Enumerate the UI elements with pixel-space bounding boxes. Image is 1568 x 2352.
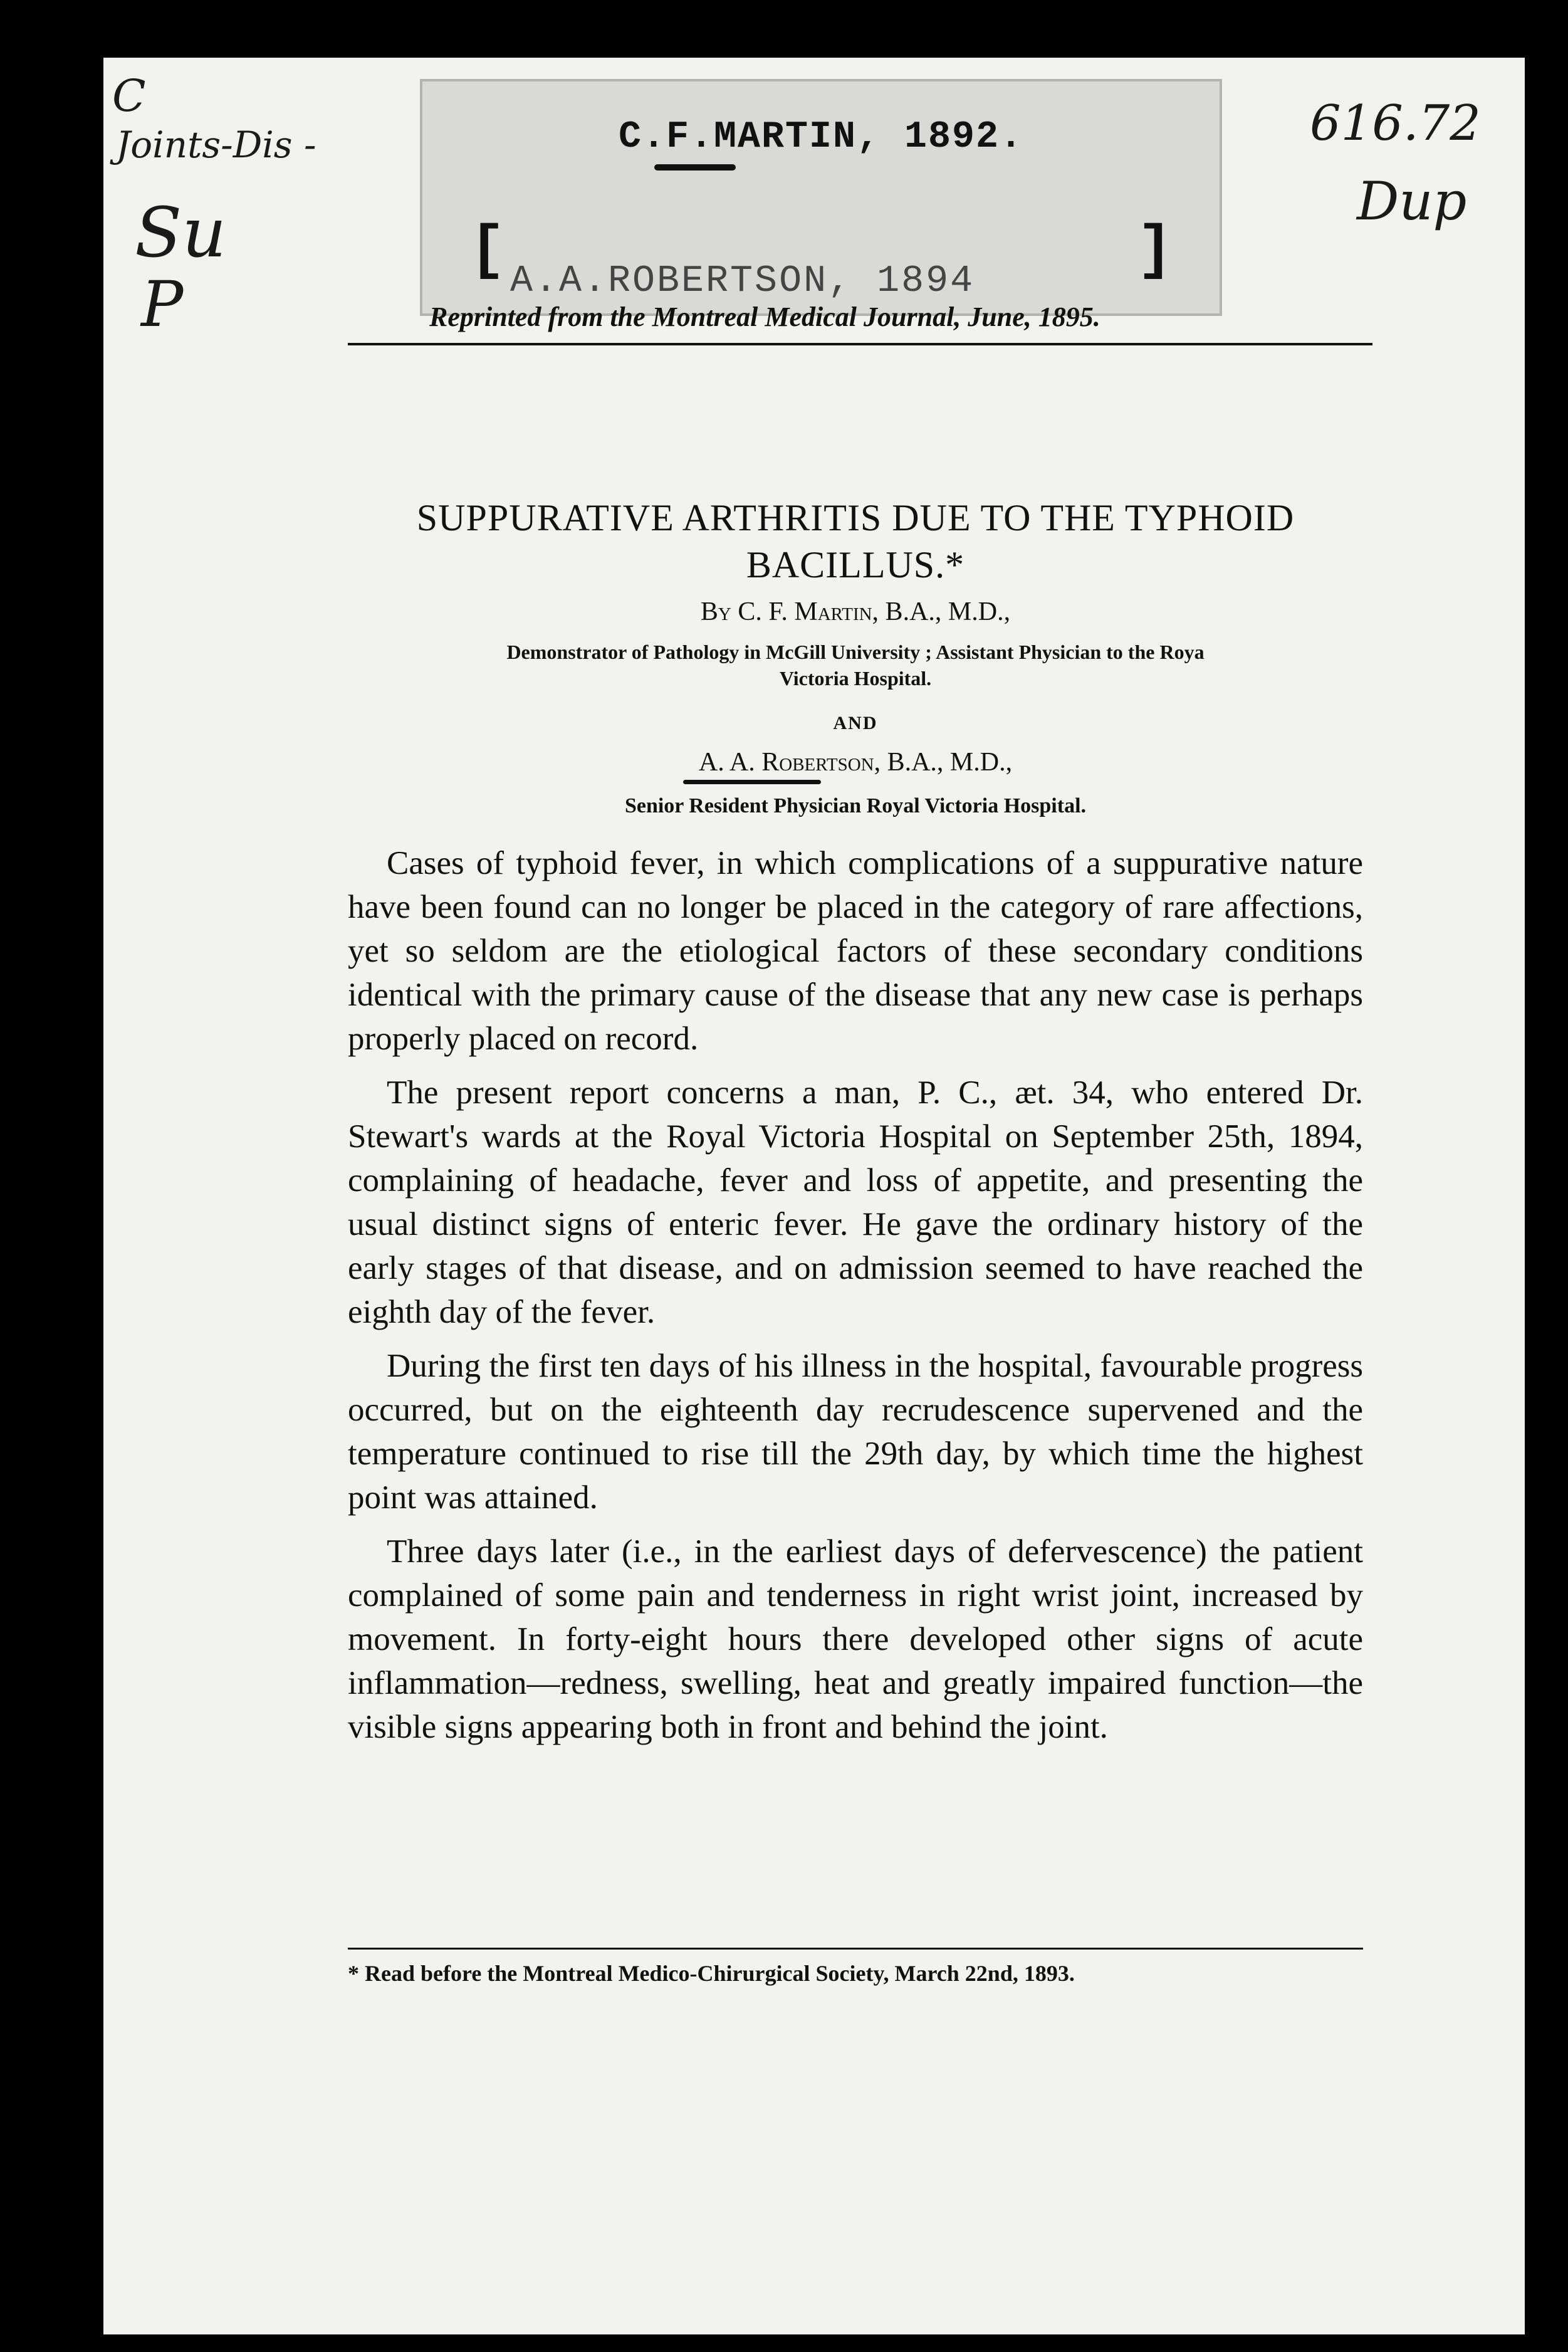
footnote-rule: [348, 1948, 1363, 1950]
stamp-underline: [654, 164, 736, 171]
handwritten-c: C: [112, 70, 146, 122]
open-bracket: [: [469, 216, 506, 285]
and-separator: AND: [833, 713, 878, 733]
author-robertson-affiliation: Senior Resident Physician Royal Victoria Hospital.: [624, 794, 1087, 817]
author-martin-affiliation-2: Victoria Hospital.: [779, 667, 932, 690]
article-body: [348, 841, 1363, 1759]
article-title-line1: SUPPURATIVE ARTHRITIS DUE TO THE TYPHOID: [416, 497, 1295, 538]
stamp-author-robertson: A.A.ROBERTSON, 1894: [510, 260, 975, 303]
author-robertson: [329, 747, 1382, 777]
handwritten-su: Su: [135, 192, 227, 273]
author-martin-affiliation-1: Demonstrator of Pathology in McGill University ; Assistant Physician to the Roya: [506, 641, 1205, 663]
author-martin-text: By C. F. Martin, B.A., M.D.,: [700, 597, 1011, 626]
handwritten-dup: Dup: [1357, 171, 1467, 232]
close-bracket: ]: [1137, 216, 1173, 285]
archive-stamp-box: [420, 79, 1222, 316]
article-title-line2: BACILLUS.*: [746, 544, 965, 585]
author-robertson-text: A. A. Robertson, B.A., M.D.,: [698, 748, 1013, 777]
footnote: * Read before the Montreal Medico-Chirurgical Society, March 22nd, 1893.: [348, 1961, 1075, 1986]
reprint-notice: Reprinted from the Montreal Medical Journal, June, 1895.: [429, 302, 1100, 332]
paragraph-2: The present report concerns a man, P. C., æt. 34, who entered Dr. Stewart's wards at the Royal Victoria Hospital on September 25th, 1894, complaining of headache, fever and loss of appetite, and presenting the usual distinct signs of enteric fever. He gave the ordinary history of the early stages of that disease, and on admission seemed to have reached the eighth day of the fever.: [348, 1074, 1363, 1330]
paragraph-1: Cases of typhoid fever, in which complications of a suppurative nature have been found can no longer be placed in the category of rare affections, yet so seldom are the etiological factors of these secondary conditions identical with the primary cause of the disease that any new case is perhaps properly placed on record.: [348, 845, 1363, 1057]
header-rule: [348, 343, 1372, 345]
document-page: [103, 58, 1525, 2334]
stamp-author-martin: C.F.MARTIN, 1892.: [618, 116, 1024, 159]
handwritten-joints: Joints-Dis -: [116, 123, 316, 166]
robertson-underline: [683, 780, 821, 784]
author-martin: [329, 597, 1382, 627]
handwritten-p: P: [141, 268, 184, 341]
paragraph-3: During the first ten days of his illness in the hospital, favourable progress occurred, but on the eighteenth day recrudescence supervened and the temperature continued to rise till the 29th day, by which time the highest point was attained.: [348, 1348, 1363, 1516]
handwritten-call-number: 616.72: [1310, 95, 1481, 152]
paragraph-4: Three days later (i.e., in the earliest days of defervescence) the patient complained of some pain and tenderness in right wrist joint, increased by movement. In forty-eight hours there developed other signs of acute inflammation—redness, swelling, heat and greatly impaired function—the visible signs appearing both in front and behind the joint.: [348, 1533, 1363, 1745]
